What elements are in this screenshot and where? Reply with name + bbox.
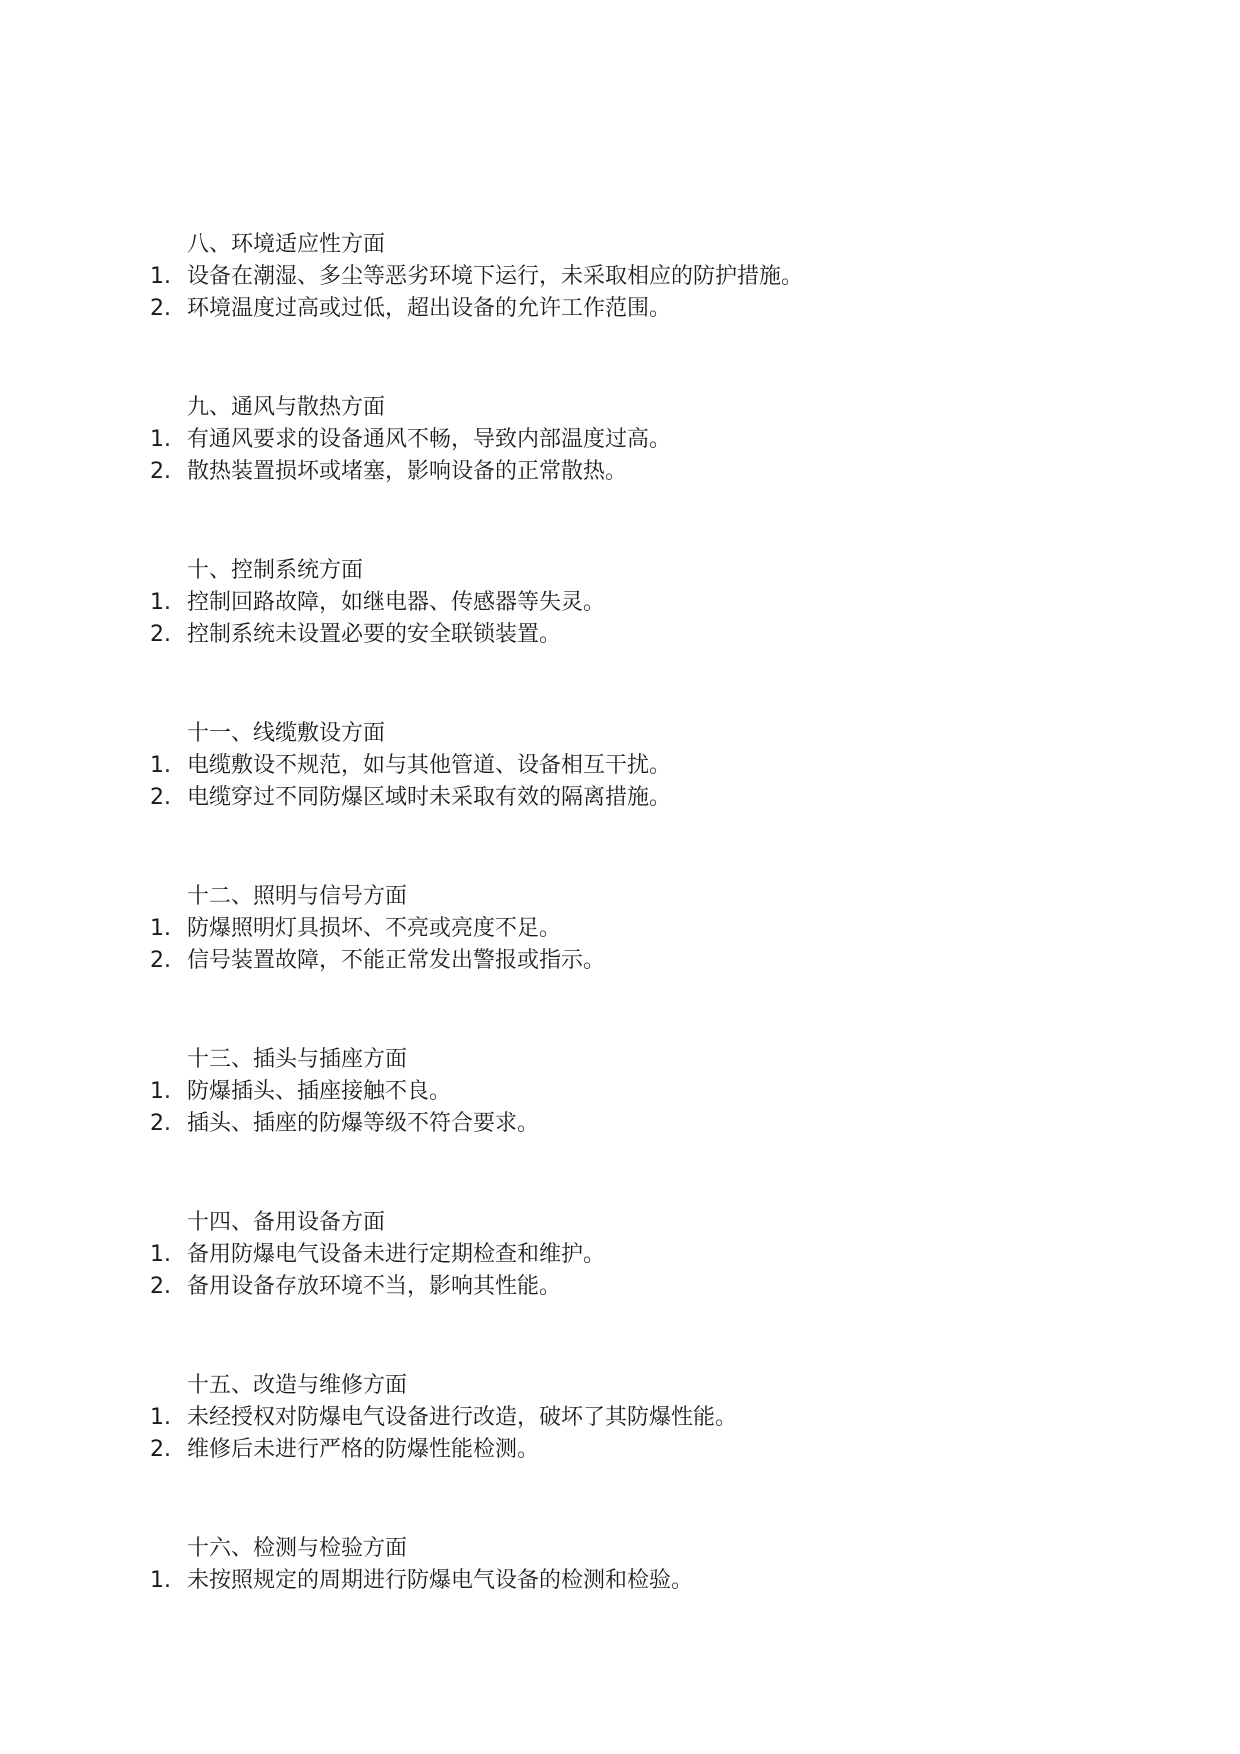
list-item-text: 信号装置故障，不能正常发出警报或指示。: [187, 948, 606, 973]
list-item-text: 备用防爆电气设备未进行定期检查和维护。: [187, 1242, 606, 1267]
list-item-text: 环境温度过高或过低，超出设备的允许工作范围。: [187, 296, 672, 321]
list-item-number: 2.: [150, 622, 171, 647]
document-section: [0, 384, 1240, 547]
list-item: [150, 1239, 605, 1271]
section-heading: 十二、照明与信号方面: [187, 884, 408, 909]
list-item-number: 1.: [150, 590, 171, 615]
list-item: [150, 261, 803, 293]
list-item-number: 2.: [150, 1111, 171, 1136]
document-section: [0, 1036, 1240, 1199]
list-item-text: 插头、插座的防爆等级不符合要求。: [187, 1111, 540, 1136]
list-item-text: 散热装置损坏或堵塞，影响设备的正常散热。: [187, 459, 628, 484]
list-item-number: 1.: [150, 427, 171, 452]
document-body: [0, 221, 1240, 1688]
list-item-number: 2.: [150, 948, 171, 973]
list-item: [150, 619, 561, 651]
section-heading: 九、通风与散热方面: [187, 395, 386, 420]
section-heading: 十一、线缆敷设方面: [187, 721, 386, 746]
list-item-number: 1.: [150, 916, 171, 941]
list-item: [150, 587, 605, 619]
list-item-number: 1.: [150, 1079, 171, 1104]
section-heading: 十三、插头与插座方面: [187, 1047, 408, 1072]
list-item-number: 2.: [150, 785, 171, 810]
list-item-text: 未经授权对防爆电气设备进行改造，破坏了其防爆性能。: [187, 1405, 738, 1430]
list-item-text: 有通风要求的设备通风不畅，导致内部温度过高。: [187, 427, 672, 452]
list-item-text: 维修后未进行严格的防爆性能检测。: [187, 1437, 540, 1462]
list-item-number: 1.: [150, 753, 171, 778]
list-item-number: 1.: [150, 1242, 171, 1267]
list-item: [150, 1108, 539, 1140]
list-item-text: 未按照规定的周期进行防爆电气设备的检测和检验。: [187, 1568, 694, 1593]
list-item: [150, 945, 605, 977]
list-item: [150, 456, 627, 488]
list-item-number: 2.: [150, 296, 171, 321]
list-item-number: 2.: [150, 459, 171, 484]
list-item: [150, 750, 671, 782]
section-heading: 十五、改造与维修方面: [187, 1373, 408, 1398]
document-section: [0, 1199, 1240, 1362]
list-item: [150, 913, 561, 945]
list-item-number: 1.: [150, 1568, 171, 1593]
list-item-number: 2.: [150, 1437, 171, 1462]
document-section: [0, 873, 1240, 1036]
list-item-text: 电缆穿过不同防爆区域时未采取有效的隔离措施。: [187, 785, 672, 810]
list-item-number: 2.: [150, 1274, 171, 1299]
list-item: [150, 293, 671, 325]
list-item: [150, 1565, 693, 1597]
list-item: [150, 424, 671, 456]
document-section: [0, 547, 1240, 710]
list-item-text: 电缆敷设不规范，如与其他管道、设备相互干扰。: [187, 753, 672, 778]
list-item-number: 1.: [150, 1405, 171, 1430]
list-item-text: 防爆插头、插座接触不良。: [187, 1079, 452, 1104]
list-item-text: 备用设备存放环境不当，影响其性能。: [187, 1274, 562, 1299]
list-item-text: 防爆照明灯具损坏、不亮或亮度不足。: [187, 916, 562, 941]
section-heading: 八、环境适应性方面: [187, 232, 386, 257]
list-item-text: 控制系统未设置必要的安全联锁装置。: [187, 622, 562, 647]
document-section: [0, 1362, 1240, 1525]
document-section: [0, 1525, 1240, 1688]
document-section: [0, 221, 1240, 384]
list-item: [150, 1076, 451, 1108]
list-item-number: 1.: [150, 264, 171, 289]
list-item: [150, 1434, 539, 1466]
section-heading: 十六、检测与检验方面: [187, 1536, 408, 1561]
list-item-text: 控制回路故障，如继电器、传感器等失灵。: [187, 590, 606, 615]
list-item: [150, 782, 671, 814]
document-section: [0, 710, 1240, 873]
section-heading: 十、控制系统方面: [187, 558, 364, 583]
list-item: [150, 1271, 561, 1303]
list-item-text: 设备在潮湿、多尘等恶劣环境下运行，未采取相应的防护措施。: [187, 264, 804, 289]
list-item: [150, 1402, 737, 1434]
section-heading: 十四、备用设备方面: [187, 1210, 386, 1235]
